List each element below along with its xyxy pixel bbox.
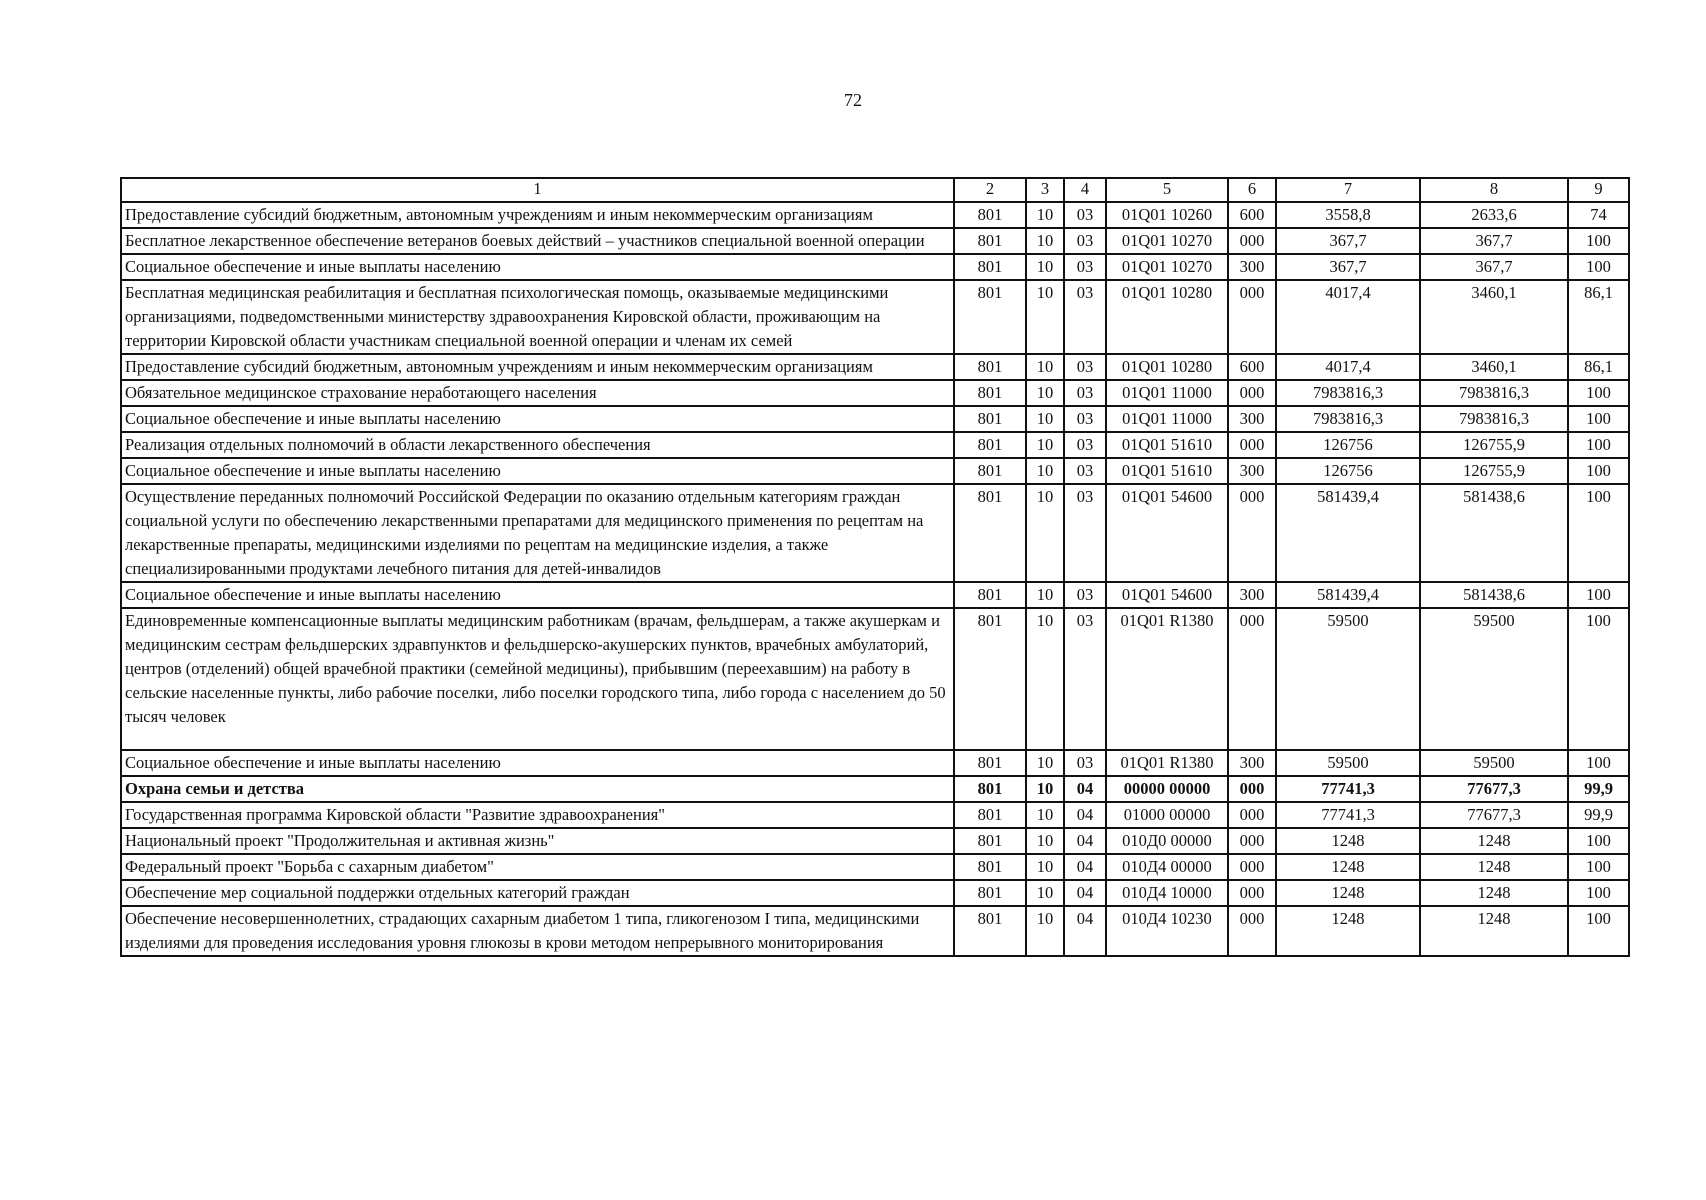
table-row — [121, 354, 1629, 380]
row-name-cell: Обязательное медицинское страхование неработающего населения — [121, 380, 954, 406]
section-cell: 10 — [1026, 802, 1064, 828]
percent-cell: 100 — [1568, 458, 1629, 484]
actual-amount-cell: 1248 — [1420, 854, 1568, 880]
section-cell: 10 — [1026, 354, 1064, 380]
table-row — [121, 406, 1629, 432]
target-item-cell: 00000 00000 — [1106, 776, 1228, 802]
subsection-cell: 03 — [1064, 280, 1106, 354]
column-header: 1 — [121, 178, 954, 202]
code-cell: 801 — [954, 828, 1026, 854]
planned-amount-cell: 367,7 — [1276, 228, 1420, 254]
subsection-cell: 03 — [1064, 458, 1106, 484]
row-name-cell: Реализация отдельных полномочий в области лекарственного обеспечения — [121, 432, 954, 458]
planned-amount-cell: 59500 — [1276, 608, 1420, 750]
target-item-cell: 01Q01 11000 — [1106, 406, 1228, 432]
section-cell: 10 — [1026, 484, 1064, 582]
actual-amount-cell: 581438,6 — [1420, 484, 1568, 582]
target-item-cell: 01Q01 10270 — [1106, 228, 1228, 254]
table-row — [121, 802, 1629, 828]
target-item-cell: 01Q01 10270 — [1106, 254, 1228, 280]
planned-amount-cell: 581439,4 — [1276, 484, 1420, 582]
actual-amount-cell: 1248 — [1420, 880, 1568, 906]
section-cell: 10 — [1026, 906, 1064, 956]
table-row — [121, 854, 1629, 880]
percent-cell: 100 — [1568, 432, 1629, 458]
expense-type-cell: 600 — [1228, 354, 1276, 380]
subsection-cell: 04 — [1064, 828, 1106, 854]
section-cell: 10 — [1026, 582, 1064, 608]
code-cell: 801 — [954, 582, 1026, 608]
planned-amount-cell: 7983816,3 — [1276, 406, 1420, 432]
row-name-cell: Социальное обеспечение и иные выплаты населению — [121, 254, 954, 280]
table-row — [121, 202, 1629, 228]
expense-type-cell: 000 — [1228, 432, 1276, 458]
percent-cell: 86,1 — [1568, 354, 1629, 380]
row-name-cell: Государственная программа Кировской области "Развитие здравоохранения" — [121, 802, 954, 828]
subsection-cell: 03 — [1064, 432, 1106, 458]
row-name-cell: Бесплатная медицинская реабилитация и бесплатная психологическая помощь, оказываемые медицинскими организациями, подведомственными министерству здравоохранения Кировской области, проживающим на территории Кировской области участникам специальной военной операции и членам их семей — [121, 280, 954, 354]
subsection-cell: 03 — [1064, 202, 1106, 228]
planned-amount-cell: 1248 — [1276, 828, 1420, 854]
subsection-cell: 03 — [1064, 254, 1106, 280]
code-cell: 801 — [954, 880, 1026, 906]
section-cell: 10 — [1026, 202, 1064, 228]
column-header: 6 — [1228, 178, 1276, 202]
section-cell: 10 — [1026, 608, 1064, 750]
expense-type-cell: 000 — [1228, 854, 1276, 880]
section-cell: 10 — [1026, 828, 1064, 854]
target-item-cell: 01Q01 54600 — [1106, 582, 1228, 608]
actual-amount-cell: 581438,6 — [1420, 582, 1568, 608]
code-cell: 801 — [954, 484, 1026, 582]
code-cell: 801 — [954, 406, 1026, 432]
row-name-cell: Обеспечение мер социальной поддержки отдельных категорий граждан — [121, 880, 954, 906]
section-cell: 10 — [1026, 280, 1064, 354]
subsection-cell: 04 — [1064, 802, 1106, 828]
percent-cell: 100 — [1568, 484, 1629, 582]
subsection-cell: 03 — [1064, 380, 1106, 406]
code-cell: 801 — [954, 854, 1026, 880]
expense-type-cell: 000 — [1228, 802, 1276, 828]
actual-amount-cell: 1248 — [1420, 828, 1568, 854]
table-row — [121, 280, 1629, 354]
expense-type-cell: 000 — [1228, 380, 1276, 406]
subsection-cell: 03 — [1064, 582, 1106, 608]
expense-type-cell: 000 — [1228, 880, 1276, 906]
row-name-cell: Единовременные компенсационные выплаты медицинским работникам (врачам, фельдшерам, а также акушеркам и медицинским сестрам фельдшерских здравпунктов и фельдшерско-акушерских пунктов, врачебных амбулаторий, центров (отделений) общей врачебной практики (семейной медицины), прибывшим (переехавшим) на работу в сельские населенные пункты, либо рабочие поселки, либо поселки городского типа, либо города с населением до 50 тысяч человек — [121, 608, 954, 750]
row-name-cell: Социальное обеспечение и иные выплаты населению — [121, 406, 954, 432]
table-row — [121, 254, 1629, 280]
subsection-cell: 04 — [1064, 880, 1106, 906]
section-cell: 10 — [1026, 380, 1064, 406]
target-item-cell: 01Q01 54600 — [1106, 484, 1228, 582]
target-item-cell: 010Д4 10000 — [1106, 880, 1228, 906]
budget-table — [120, 177, 1630, 957]
row-name-cell: Социальное обеспечение и иные выплаты населению — [121, 750, 954, 776]
actual-amount-cell: 367,7 — [1420, 254, 1568, 280]
subsection-cell: 03 — [1064, 484, 1106, 582]
planned-amount-cell: 77741,3 — [1276, 776, 1420, 802]
column-header: 7 — [1276, 178, 1420, 202]
target-item-cell: 01Q01 10280 — [1106, 280, 1228, 354]
row-name-cell: Социальное обеспечение и иные выплаты населению — [121, 458, 954, 484]
percent-cell: 100 — [1568, 254, 1629, 280]
row-name-cell: Обеспечение несовершеннолетних, страдающих сахарным диабетом 1 типа, гликогенозом I типа, медицинскими изделиями для проведения исследования уровня глюкозы в крови методом непрерывного мониторирования — [121, 906, 954, 956]
target-item-cell: 01Q01 51610 — [1106, 458, 1228, 484]
actual-amount-cell: 7983816,3 — [1420, 380, 1568, 406]
table-row — [121, 228, 1629, 254]
expense-type-cell: 300 — [1228, 750, 1276, 776]
percent-cell: 100 — [1568, 608, 1629, 750]
subsection-cell: 03 — [1064, 608, 1106, 750]
column-header: 9 — [1568, 178, 1629, 202]
planned-amount-cell: 367,7 — [1276, 254, 1420, 280]
expense-type-cell: 000 — [1228, 608, 1276, 750]
subsection-cell: 04 — [1064, 854, 1106, 880]
planned-amount-cell: 126756 — [1276, 432, 1420, 458]
percent-cell: 100 — [1568, 880, 1629, 906]
percent-cell: 100 — [1568, 406, 1629, 432]
expense-type-cell: 300 — [1228, 254, 1276, 280]
planned-amount-cell: 1248 — [1276, 880, 1420, 906]
code-cell: 801 — [954, 802, 1026, 828]
actual-amount-cell: 2633,6 — [1420, 202, 1568, 228]
table-row — [121, 380, 1629, 406]
actual-amount-cell: 59500 — [1420, 750, 1568, 776]
code-cell: 801 — [954, 380, 1026, 406]
code-cell: 801 — [954, 228, 1026, 254]
planned-amount-cell: 4017,4 — [1276, 280, 1420, 354]
subsection-cell: 03 — [1064, 228, 1106, 254]
subsection-cell: 04 — [1064, 776, 1106, 802]
table-row — [121, 608, 1629, 750]
row-name-cell: Федеральный проект "Борьба с сахарным диабетом" — [121, 854, 954, 880]
percent-cell: 100 — [1568, 854, 1629, 880]
percent-cell: 100 — [1568, 582, 1629, 608]
code-cell: 801 — [954, 458, 1026, 484]
code-cell: 801 — [954, 202, 1026, 228]
row-name-cell: Предоставление субсидий бюджетным, автономным учреждениям и иным некоммерческим организациям — [121, 354, 954, 380]
column-header: 5 — [1106, 178, 1228, 202]
code-cell: 801 — [954, 354, 1026, 380]
row-name-cell: Осуществление переданных полномочий Российской Федерации по оказанию отдельным категориям граждан социальной услуги по обеспечению лекарственными препаратами для медицинского применения по рецептам на лекарственные препараты, медицинскими изделиями по рецептам на медицинские изделия, а также специализированными продуктами лечебного питания для детей-инвалидов — [121, 484, 954, 582]
target-item-cell: 01Q01 R1380 — [1106, 608, 1228, 750]
planned-amount-cell: 77741,3 — [1276, 802, 1420, 828]
actual-amount-cell: 1248 — [1420, 906, 1568, 956]
target-item-cell: 010Д0 00000 — [1106, 828, 1228, 854]
target-item-cell: 01Q01 R1380 — [1106, 750, 1228, 776]
planned-amount-cell: 581439,4 — [1276, 582, 1420, 608]
row-name-cell: Предоставление субсидий бюджетным, автономным учреждениям и иным некоммерческим организациям — [121, 202, 954, 228]
section-cell: 10 — [1026, 432, 1064, 458]
subsection-cell: 04 — [1064, 906, 1106, 956]
expense-type-cell: 000 — [1228, 280, 1276, 354]
target-item-cell: 01Q01 11000 — [1106, 380, 1228, 406]
planned-amount-cell: 126756 — [1276, 458, 1420, 484]
percent-cell: 99,9 — [1568, 776, 1629, 802]
code-cell: 801 — [954, 608, 1026, 750]
planned-amount-cell: 4017,4 — [1276, 354, 1420, 380]
actual-amount-cell: 59500 — [1420, 608, 1568, 750]
percent-cell: 100 — [1568, 750, 1629, 776]
planned-amount-cell: 3558,8 — [1276, 202, 1420, 228]
expense-type-cell: 300 — [1228, 458, 1276, 484]
section-cell: 10 — [1026, 750, 1064, 776]
target-item-cell: 010Д4 10230 — [1106, 906, 1228, 956]
header-row — [121, 178, 1629, 202]
section-cell: 10 — [1026, 458, 1064, 484]
subsection-cell: 03 — [1064, 354, 1106, 380]
section-cell: 10 — [1026, 854, 1064, 880]
percent-cell: 100 — [1568, 228, 1629, 254]
planned-amount-cell: 1248 — [1276, 854, 1420, 880]
row-name-cell: Национальный проект "Продолжительная и активная жизнь" — [121, 828, 954, 854]
target-item-cell: 01Q01 10280 — [1106, 354, 1228, 380]
target-item-cell: 01Q01 51610 — [1106, 432, 1228, 458]
percent-cell: 74 — [1568, 202, 1629, 228]
expense-type-cell: 000 — [1228, 776, 1276, 802]
section-cell: 10 — [1026, 228, 1064, 254]
percent-cell: 100 — [1568, 828, 1629, 854]
column-header: 2 — [954, 178, 1026, 202]
actual-amount-cell: 7983816,3 — [1420, 406, 1568, 432]
actual-amount-cell: 126755,9 — [1420, 432, 1568, 458]
expense-type-cell: 300 — [1228, 582, 1276, 608]
expense-type-cell: 000 — [1228, 228, 1276, 254]
target-item-cell: 01Q01 10260 — [1106, 202, 1228, 228]
table-row — [121, 828, 1629, 854]
table-row — [121, 906, 1629, 956]
table-row — [121, 432, 1629, 458]
table-row — [121, 484, 1629, 582]
planned-amount-cell: 59500 — [1276, 750, 1420, 776]
table-row — [121, 582, 1629, 608]
actual-amount-cell: 3460,1 — [1420, 280, 1568, 354]
planned-amount-cell: 7983816,3 — [1276, 380, 1420, 406]
expense-type-cell: 000 — [1228, 828, 1276, 854]
expense-type-cell: 600 — [1228, 202, 1276, 228]
section-cell: 10 — [1026, 406, 1064, 432]
actual-amount-cell: 126755,9 — [1420, 458, 1568, 484]
actual-amount-cell: 77677,3 — [1420, 776, 1568, 802]
percent-cell: 86,1 — [1568, 280, 1629, 354]
column-header: 3 — [1026, 178, 1064, 202]
section-cell: 10 — [1026, 776, 1064, 802]
expense-type-cell: 000 — [1228, 484, 1276, 582]
code-cell: 801 — [954, 432, 1026, 458]
section-cell: 10 — [1026, 254, 1064, 280]
actual-amount-cell: 367,7 — [1420, 228, 1568, 254]
column-header: 8 — [1420, 178, 1568, 202]
target-item-cell: 010Д4 00000 — [1106, 854, 1228, 880]
percent-cell: 100 — [1568, 906, 1629, 956]
column-header: 4 — [1064, 178, 1106, 202]
subsection-cell: 03 — [1064, 750, 1106, 776]
subsection-cell: 03 — [1064, 406, 1106, 432]
table-row — [121, 750, 1629, 776]
page-number: 72 — [844, 90, 862, 110]
code-cell: 801 — [954, 776, 1026, 802]
code-cell: 801 — [954, 906, 1026, 956]
section-cell: 10 — [1026, 880, 1064, 906]
code-cell: 801 — [954, 254, 1026, 280]
expense-type-cell: 300 — [1228, 406, 1276, 432]
table-row — [121, 880, 1629, 906]
target-item-cell: 01000 00000 — [1106, 802, 1228, 828]
table-row — [121, 458, 1629, 484]
percent-cell: 99,9 — [1568, 802, 1629, 828]
row-name-cell: Охрана семьи и детства — [121, 776, 954, 802]
planned-amount-cell: 1248 — [1276, 906, 1420, 956]
code-cell: 801 — [954, 750, 1026, 776]
row-name-cell: Социальное обеспечение и иные выплаты населению — [121, 582, 954, 608]
code-cell: 801 — [954, 280, 1026, 354]
table-row — [121, 776, 1629, 802]
actual-amount-cell: 77677,3 — [1420, 802, 1568, 828]
expense-type-cell: 000 — [1228, 906, 1276, 956]
percent-cell: 100 — [1568, 380, 1629, 406]
actual-amount-cell: 3460,1 — [1420, 354, 1568, 380]
row-name-cell: Бесплатное лекарственное обеспечение ветеранов боевых действий – участников специальной военной операции — [121, 228, 954, 254]
table-body — [121, 202, 1629, 956]
